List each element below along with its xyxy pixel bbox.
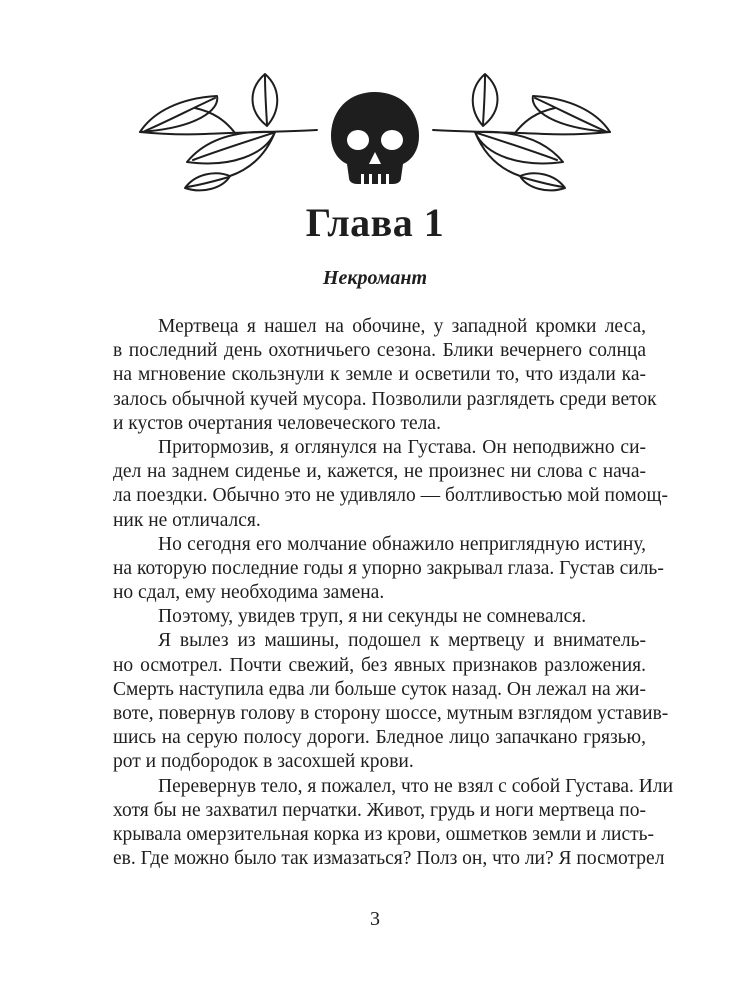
- text-line: Притормозив, я оглянулся на Густава. Он неподвижно си-: [158, 436, 646, 458]
- text-line: и кустов очертания человеческого тела.: [113, 412, 441, 434]
- text-line: крывала омерзительная корка из крови, ошметков земли и листь-: [113, 823, 655, 845]
- text-line: Я вылез из машины, подошел к мертвецу и вниматель-: [158, 630, 646, 652]
- skull-icon: [331, 92, 419, 184]
- text-line: но осмотрел. Почти свежий, без явных признаков разложения.: [113, 654, 646, 676]
- text-line: Мертвеца я нашел на обочине, у западной кромки леса,: [158, 316, 646, 337]
- text-line: шись на серую полосу дороги. Бледное лицо запачкано грязью,: [113, 727, 646, 749]
- text-line: хотя бы не захватил перчатки. Живот, грудь и ноги мертвеца по-: [113, 799, 646, 821]
- text-line: но сдал, ему необходима замена.: [113, 582, 385, 604]
- chapter-title: Глава 1: [305, 200, 445, 245]
- text-line: ник не отличался.: [113, 509, 261, 531]
- page-number: 3: [370, 908, 380, 930]
- paragraph: [113, 775, 674, 872]
- text-line: Но сегодня его молчание обнажило неприглядную истину,: [158, 533, 646, 555]
- leaf-branch-right-icon: [433, 74, 610, 190]
- text-line: дел на заднем сиденье и, кажется, не произнес ни слова с нача-: [113, 461, 646, 483]
- paragraph: [113, 605, 646, 629]
- paragraph: [113, 629, 669, 774]
- chapter-subtitle: Некромант: [322, 267, 428, 289]
- body-text: [113, 315, 674, 871]
- leaf-branch-left-icon: [140, 74, 317, 190]
- chapter-ornament: [125, 60, 625, 200]
- text-line: в последний день охотничьего сезона. Блики вечернего солнца: [113, 340, 646, 362]
- text-line: рот и подбородок в засохшей крови.: [113, 751, 414, 773]
- text-line: ев. Где можно было так измазаться? Полз он, что ли? Я посмотрел: [113, 848, 665, 870]
- paragraph: [113, 436, 668, 533]
- text-line: Перевернув тело, я пожалел, что не взял с собой Густава. Или: [158, 775, 674, 797]
- text-line: залось обычной кучей мусора. Позволили разглядеть среди веток: [113, 388, 657, 410]
- text-line: Смерть наступила едва ли больше суток назад. Он лежал на жи-: [113, 678, 646, 700]
- text-line: на мгновение скользнули к земле и осветили то, что издали ка-: [113, 364, 646, 386]
- paragraph: [113, 315, 657, 436]
- text-line: воте, повернув голову в сторону шоссе, мутным взглядом уставив-: [113, 703, 669, 724]
- paragraph: [113, 533, 664, 606]
- text-line: Поэтому, увидев труп, я ни секунды не сомневался.: [158, 606, 587, 628]
- text-line: ла поездки. Обычно это не удивляло — болтливостью мой помощ-: [113, 485, 668, 507]
- text-line: на которую последние годы я упорно закрывал глаза. Густав силь-: [113, 557, 664, 579]
